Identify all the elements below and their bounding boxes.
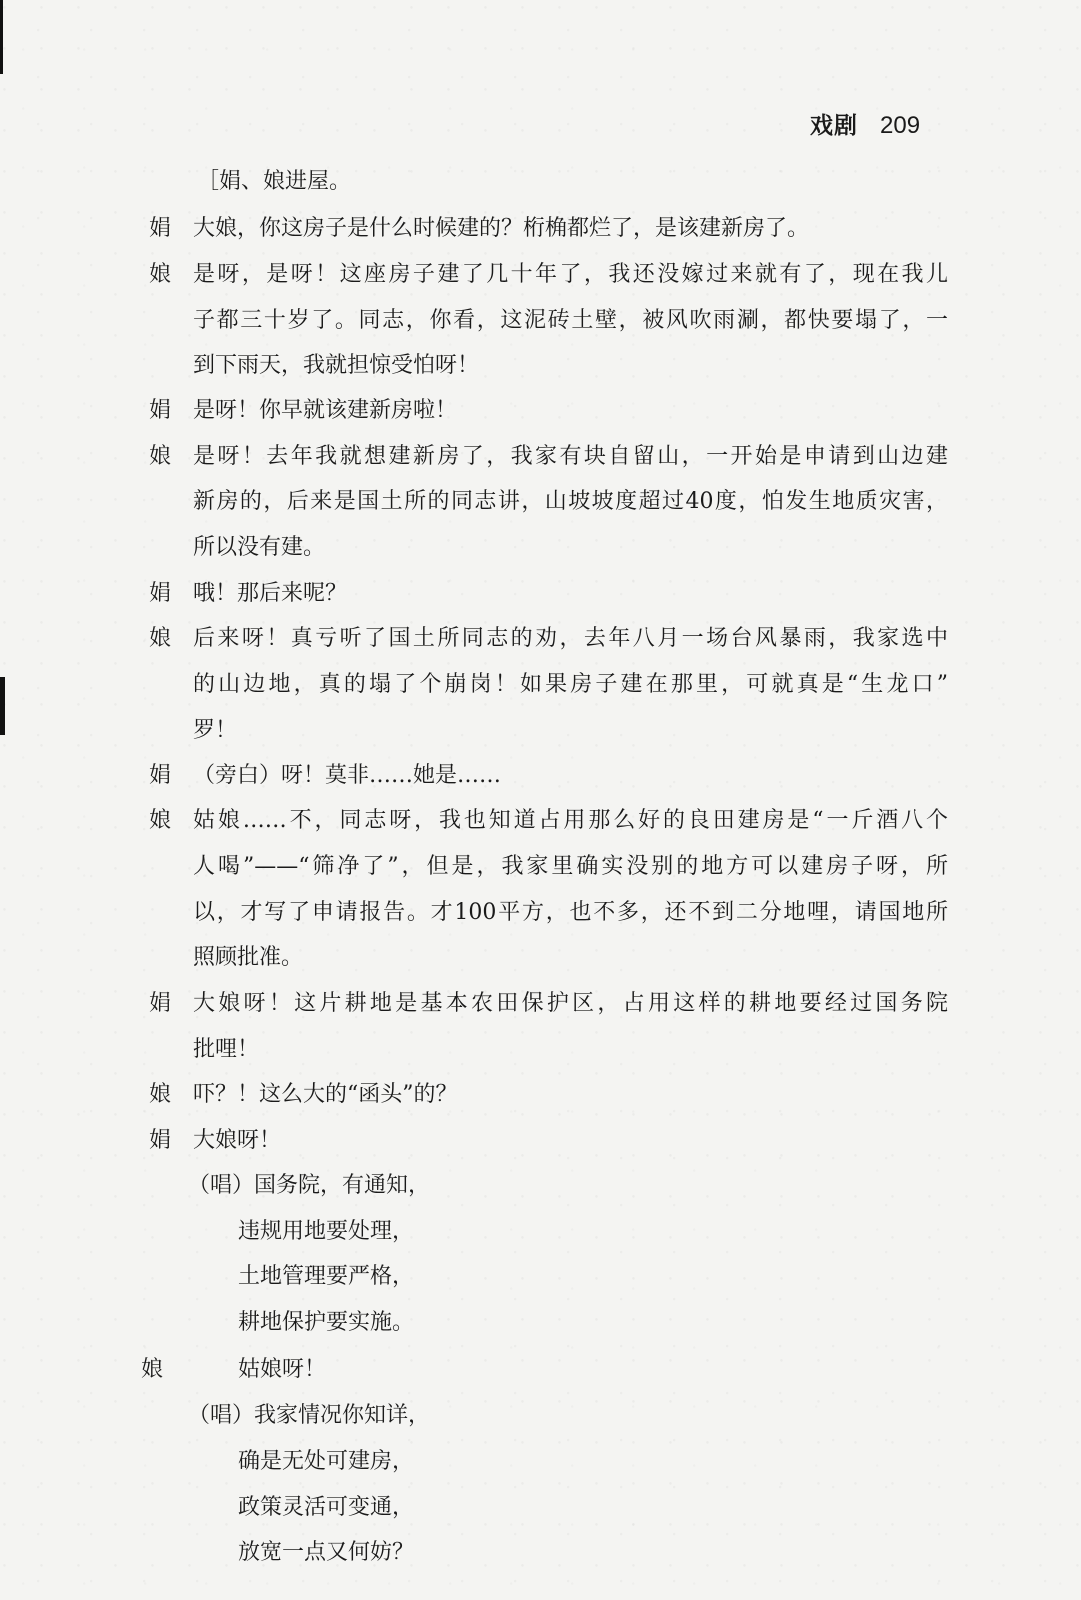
- speaker-label: 娟: [148, 216, 171, 241]
- speaker-label: 娘: [148, 808, 171, 833]
- dialogue-line: 大娘呀！这片耕地是基本农田保护区，占用这样的耕地要经过国务院: [193, 991, 948, 1016]
- dialogue-continuation: 的山边地，真的塌了个崩岗！如果房子建在那里，可就真是“生龙口”: [193, 672, 948, 697]
- speaker-label: 娟: [148, 1128, 171, 1153]
- speaker-label: 娘: [148, 626, 171, 651]
- dialogue-line: 是呀，是呀！这座房子建了几十年了，我还没嫁过来就有了，现在我儿: [193, 262, 948, 287]
- speaker-label: 娟: [148, 763, 171, 788]
- section-title: 戏剧: [810, 113, 858, 139]
- speaker-label: 娘: [140, 1357, 163, 1382]
- song-label-line: （唱）国务院，有通知，: [188, 1173, 431, 1198]
- page-number: 209: [880, 112, 921, 139]
- song-line: 放宽一点又何妨？: [238, 1540, 415, 1565]
- speaker-label: 娘: [148, 1082, 171, 1107]
- speaker-label: 娟: [148, 581, 171, 606]
- dialogue-continuation: 批哩！: [193, 1037, 260, 1062]
- running-header: [810, 108, 960, 144]
- dialogue-continuation: 以，才写了申请报告。才100平方，也不多，还不到二分地哩，请国地所: [193, 900, 948, 925]
- speaker-label: 娘: [148, 444, 171, 469]
- dialogue-line: 是呀！你早就该建新房啦！: [193, 398, 458, 423]
- speaker-label: 娘: [148, 262, 171, 287]
- scan-edge-mark-top: [0, 0, 3, 74]
- speaker-label: 娟: [148, 398, 171, 423]
- song-line: 耕地保护要实施。: [238, 1310, 415, 1335]
- dialogue-continuation: 到下雨天，我就担惊受怕呀！: [193, 353, 480, 378]
- dialogue-line: 哦！那后来呢？: [193, 581, 348, 606]
- song-line: 土地管理要严格，: [238, 1264, 415, 1289]
- song-line: 确是无处可建房，: [238, 1449, 415, 1474]
- song-line: 姑娘呀！: [238, 1357, 327, 1382]
- dialogue-line: 是呀！去年我就想建新房了，我家有块自留山，一开始是申请到山边建: [193, 444, 948, 469]
- dialogue-line: 后来呀！真亏听了国土所同志的劝，去年八月一场台风暴雨，我家选中: [193, 626, 948, 651]
- dialogue-continuation: 所以没有建。: [193, 535, 326, 560]
- song-label-line: （唱）我家情况你知详，: [188, 1403, 431, 1428]
- speaker-label: 娟: [148, 991, 171, 1016]
- stage-direction: ［娟、娘进屋。: [197, 169, 352, 194]
- dialogue-continuation: 照顾批准。: [193, 945, 304, 970]
- song-line: 政策灵活可变通，: [238, 1495, 415, 1520]
- dialogue-continuation: 罗！: [193, 718, 238, 743]
- dialogue-continuation: 新房的，后来是国土所的同志讲，山坡坡度超过40度，怕发生地质灾害，: [193, 489, 948, 514]
- dialogue-line: 姑娘……不，同志呀，我也知道占用那么好的良田建房是“一斤酒八个: [193, 808, 948, 833]
- scan-edge-mark-middle: [0, 677, 5, 735]
- dialogue-continuation: 子都三十岁了。同志，你看，这泥砖土壁，被风吹雨涮，都快要塌了，一: [193, 308, 948, 333]
- dialogue-line: 大娘呀！: [193, 1128, 282, 1153]
- dialogue-continuation: 人喝”——“筛净了”，但是，我家里确实没别的地方可以建房子呀，所: [193, 854, 948, 879]
- dialogue-line: 吓？！这么大的“函头”的？: [193, 1082, 458, 1107]
- song-line: 违规用地要处理，: [238, 1219, 415, 1244]
- dialogue-line: 大娘，你这房子是什么时候建的？桁桷都烂了，是该建新房了。: [193, 216, 810, 241]
- dialogue-line: （旁白）呀！莫非……她是……: [193, 763, 502, 788]
